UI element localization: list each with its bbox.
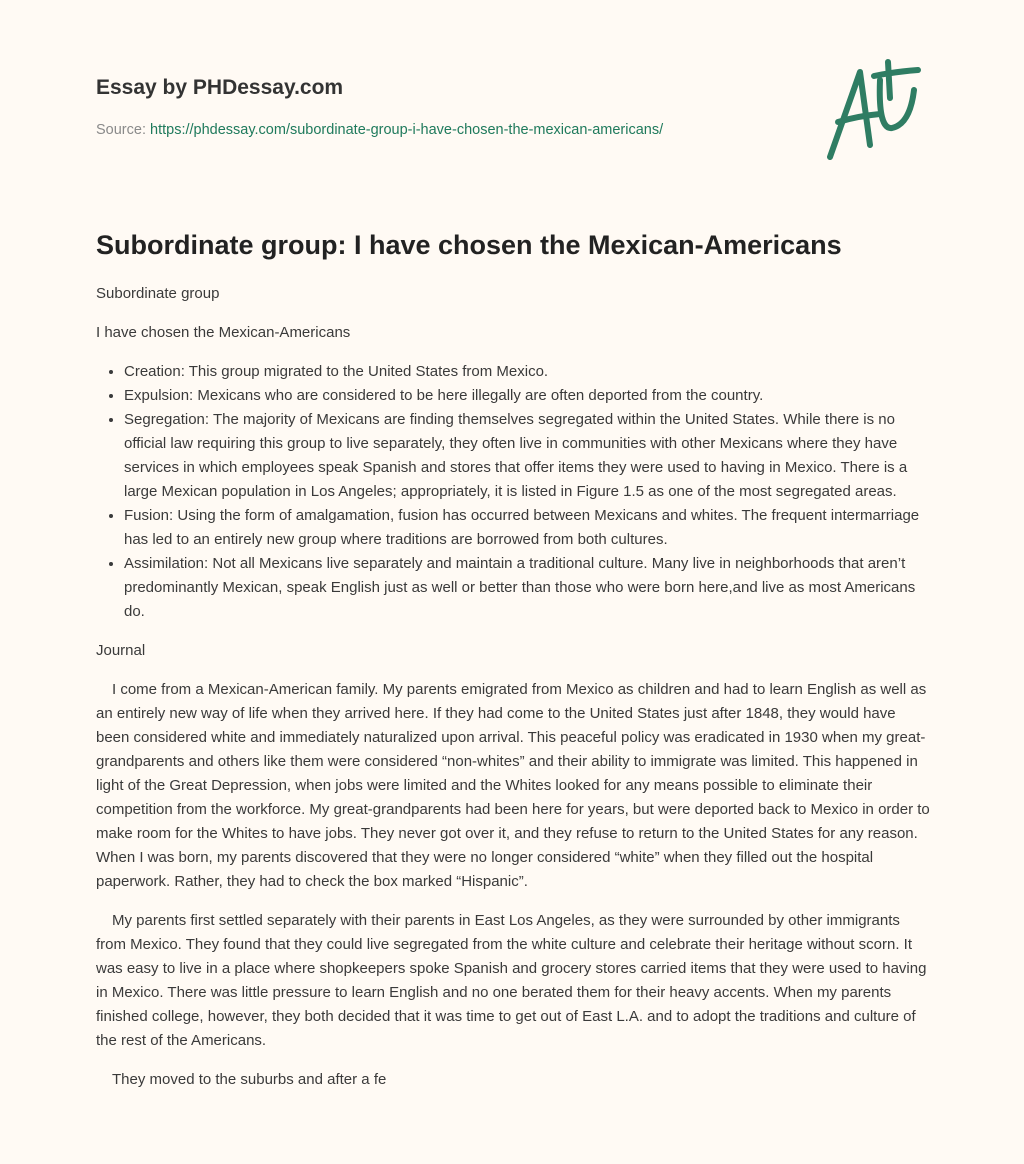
paragraph: I come from a Mexican-American family. My parents emigrated from Mexico as children and had to learn English as well as an entirely new way of life when they arrived here. If they had come to the United States just after 1848, they would have been considered white and immediately naturalized upon arrival. This peaceful policy was eradicated in 1930 when my great-grandparents and others like them were considered “non-whites” and their ability to immigrate was limited. This happened in light of the Great Depression, when jobs were limited and the Whites looked for any means possible to eliminate their competition from the workforce. My great-grandparents had been here for years, but were deported back to Mexico in order to make room for the Whites to have jobs. They never got over it, and they refuse to return to the United States for any reason. When I was born, my parents discovered that they were no longer considered “white” when they filled out the hospital paperwork. Rather, they had to check the box marked “Hispanic”. — [96, 681, 930, 890]
essay-header — [96, 76, 928, 138]
essay-body — [96, 228, 930, 1107]
paragraph: They moved to the suburbs and after a fe — [112, 1071, 387, 1088]
list-item: • Segregation: The majority of Mexicans are finding themselves segregated within the United States. While there is no official law requiring this group to live separately, they often live in communities with other Mexicans where they have services in which employees speak Spanish and stores that offer items they were used to having in Mexico. There is a large Mexican population in Los Angeles; appropriately, it is listed in Figure 1.5 as one of the most segregated areas. — [124, 408, 930, 504]
bullet-list — [96, 360, 930, 624]
source-link[interactable]: https://phdessay.com/subordinate-group-i-have-chosen-the-mexican-americans/ — [150, 122, 664, 138]
list-item: • Expulsion: Mexicans who are considered to be here illegally are often deported from the country. — [124, 384, 930, 408]
essay-title: Subordinate group: I have chosen the Mexican-Americans — [96, 230, 842, 260]
paragraph: My parents first settled separately with their parents in East Los Angeles, as they were surrounded by other immigrants from Mexico. They found that they could live segregated from the white culture and celebrate their heritage without scorn. It was easy to live in a place where shopkeepers spoke Spanish and grocery stores carried items that they were used to having in Mexico. There was little pressure to learn English and no one berated them for their heavy accents. When my parents finished college, however, they both decided that it was time to get out of East L.A. and to adopt the traditions and culture of the rest of the Americans. — [96, 912, 927, 1049]
site-title: Essay by PHDessay.com — [96, 76, 344, 99]
list-item: • Creation: This group migrated to the United States from Mexico. — [124, 360, 930, 384]
list-item: • Assimilation: Not all Mexicans live separately and maintain a traditional culture. Many live in neighborhoods that aren’t predominantly Mexican, speak English just as well or better than those who were born here,and live as most Americans do. — [124, 552, 930, 624]
intro-line: I have chosen the Mexican-Americans — [96, 324, 351, 341]
source-label: Source: — [96, 122, 146, 138]
list-item: • Fusion: Using the form of amalgamation, fusion has occurred between Mexicans and whites. The frequent intermarriage has led to an entirely new group where traditions are borrowed from both cultures. — [124, 504, 930, 552]
intro-line: Subordinate group — [96, 285, 220, 302]
journal-heading: Journal — [96, 642, 146, 659]
a-plus-logo-icon — [818, 40, 928, 165]
source-line — [96, 122, 928, 138]
